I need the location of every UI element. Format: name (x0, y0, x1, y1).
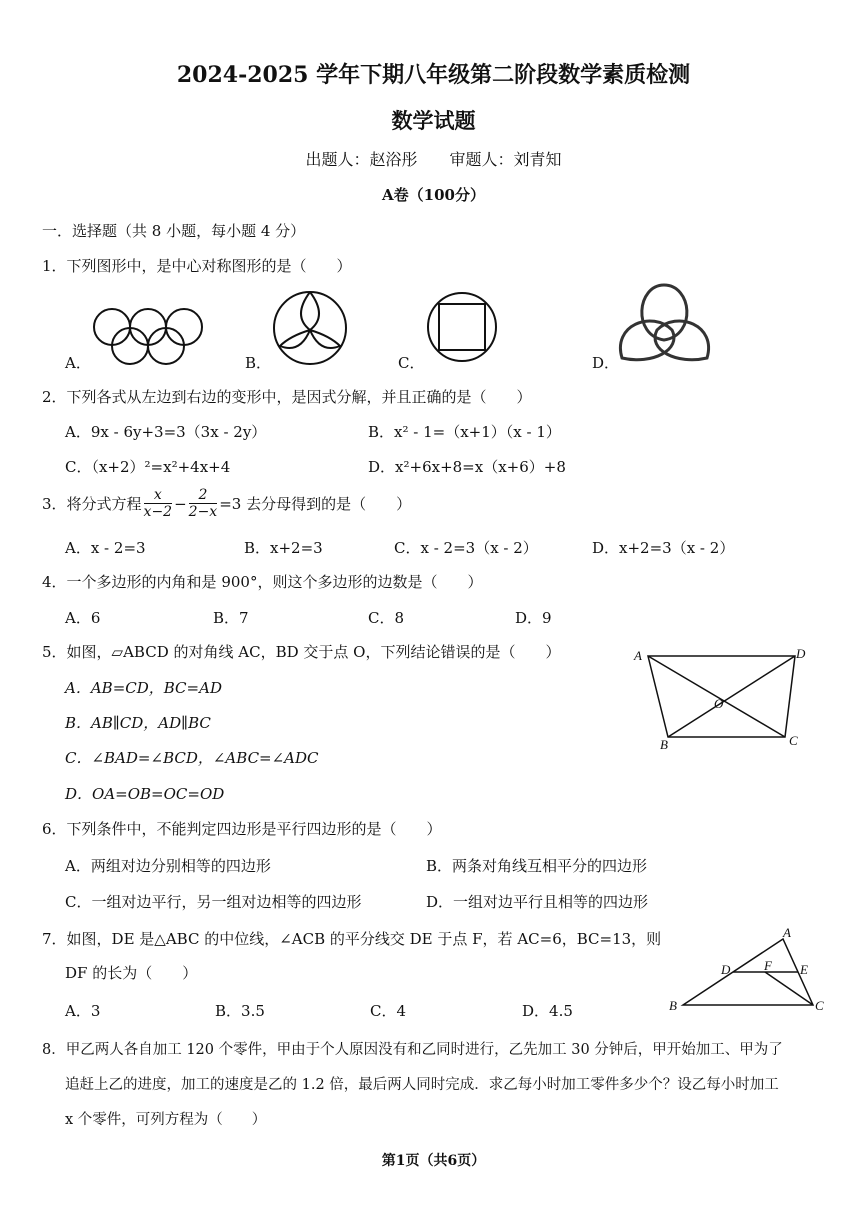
label-A: A (634, 648, 642, 663)
q2-option-d: D．x²+6x+8=x（x+6）+8 (368, 458, 566, 476)
paper-section: A卷（100分） (382, 186, 485, 204)
exam-title: 2024-2025 学年下期八年级第二阶段数学素质检测 (176, 62, 691, 88)
q3-f1-numerator: x (144, 487, 173, 504)
label-C: C (789, 733, 798, 748)
q1-option-b: B． (245, 354, 272, 372)
label-E: E (800, 962, 808, 977)
q6-option-a: A．两组对边分别相等的四边形 (65, 857, 271, 875)
q6-stem: 6．下列条件中，不能判定四边形是平行四边形的是（ ） (42, 820, 442, 838)
exam-subtitle: 数学试题 (391, 108, 476, 133)
q7-option-d: D．4.5 (522, 1002, 573, 1020)
label-B: B (660, 737, 668, 750)
q3-f2-numerator: 2 (189, 487, 218, 504)
q3-option-d: D．x+2=3（x - 2） (592, 539, 735, 557)
label-A: A (783, 925, 791, 940)
label-C: C (815, 998, 824, 1013)
q6-option-c: C．一组对边平行，另一组对边相等的四边形 (65, 893, 362, 911)
exam-authors: 出题人：赵浴彤 审题人：刘青知 (305, 150, 562, 169)
q5-option-d: D．OA=OB=OC=OD (65, 785, 225, 803)
olympic-rings-figure (90, 302, 205, 370)
q3-option-c: C．x - 2=3（x - 2） (394, 539, 538, 557)
q4-option-d: D．9 (515, 609, 552, 627)
q1-option-c: C． (398, 354, 425, 372)
label-D: D (796, 646, 806, 661)
q3-stem-pre: 3．将分式方程 (42, 495, 142, 513)
q2-option-b: B．x² - 1=（x+1）（x - 1） (368, 423, 561, 441)
q3-stem-post: =3 去分母得到的是（ ） (219, 495, 412, 513)
q5-option-c: C．∠BAD=∠BCD，∠ABC=∠ADC (65, 749, 319, 767)
q1-option-d: D． (592, 354, 620, 372)
q8-line2: 追赶上乙的进度，加工的速度是乙的 1.2 倍，最后两人同时完成．求乙每小时加工零件多少个？设乙每小时加工 (65, 1077, 779, 1093)
label-O: O (714, 696, 724, 711)
label-F: F (764, 958, 772, 973)
section-heading: 一．选择题（共 8 小题，每小题 4 分） (42, 222, 306, 240)
label-B: B (669, 998, 677, 1013)
q2-option-c: C．（x+2）²=x²+4x+4 (65, 458, 231, 476)
q3-stem (42, 487, 411, 520)
q8-line1: 8．甲乙两人各自加工 120 个零件，甲由于个人原因没有和乙同时进行，乙先加工 30 分钟后，甲开始加工、甲为了 (42, 1042, 783, 1058)
q3-minus: − (174, 494, 187, 513)
q3-f1-denominator: x−2 (143, 504, 173, 520)
q3-f2-denominator: 2−x (188, 504, 218, 520)
q7-option-c: C．4 (370, 1002, 407, 1020)
q7-stem-line2: DF 的长为（ ） (65, 964, 198, 982)
q1-option-a: A． (65, 354, 91, 372)
circle-with-arcs-figure (270, 288, 350, 368)
page-footer: 第1页（共6页） (381, 1153, 486, 1169)
q3-option-a: A．x - 2=3 (65, 539, 146, 557)
square-in-circle-figure (425, 290, 500, 365)
q5-option-b: B．AB∥CD，AD∥BC (65, 714, 211, 732)
q2-option-a: A．9x - 6y+3=3（3x - 2y） (65, 423, 267, 441)
q6-option-d: D．一组对边平行且相等的四边形 (426, 893, 649, 911)
q4-stem: 4．一个多边形的内角和是 900°，则这个多边形的边数是（ ） (42, 573, 483, 591)
q2-stem: 2．下列各式从左边到右边的变形中，是因式分解，并且正确的是（ ） (42, 388, 532, 406)
trefoil-figure (612, 280, 717, 365)
q3-fraction-1 (144, 487, 173, 520)
q4-option-c: C．8 (368, 609, 405, 627)
q7-option-b: B．3.5 (215, 1002, 265, 1020)
q5-stem: 5．如图，▱ABCD 的对角线 AC，BD 交于点 O，下列结论错误的是（ ） (42, 643, 561, 661)
q7-stem-line1: 7．如图，DE 是△ABC 的中位线，∠ACB 的平分线交 DE 于点 F，若 AC=6，BC=13，则 (42, 930, 662, 948)
q6-option-b: B．两条对角线互相平分的四边形 (426, 857, 648, 875)
q4-option-a: A．6 (65, 609, 101, 627)
q8-line3: x 个零件，可列方程为（ ） (65, 1112, 267, 1128)
q4-option-b: B．7 (213, 609, 249, 627)
parallelogram-figure (630, 645, 810, 750)
q3-option-b: B．x+2=3 (244, 539, 323, 557)
q7-option-a: A．3 (65, 1002, 101, 1020)
q5-option-a: A．AB=CD，BC=AD (65, 679, 222, 697)
triangle-figure (665, 922, 835, 1017)
q1-stem: 1．下列图形中，是中心对称图形的是（ ） (42, 257, 352, 275)
label-D: D (721, 962, 731, 977)
q3-fraction-2 (189, 487, 218, 520)
